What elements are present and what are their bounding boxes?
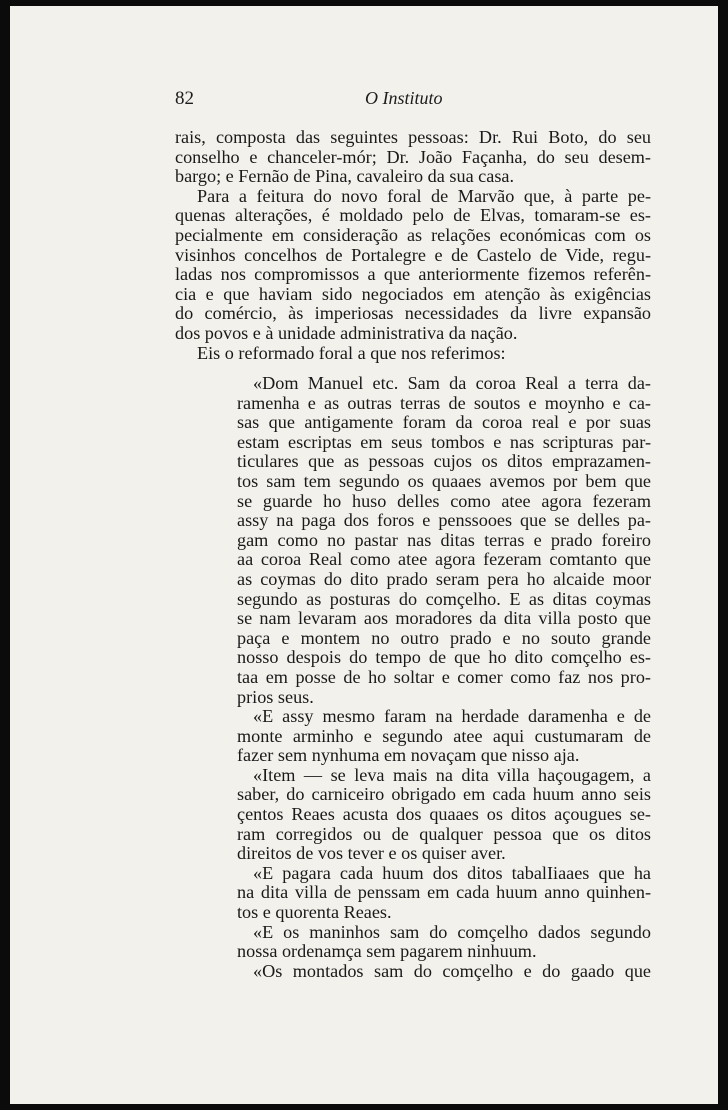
quote-line: nosso despois do tempo de que ho dito comçelho es- <box>237 647 651 668</box>
quote-line: as coymas do dito prado seram pera ho alcaide moor <box>237 568 651 589</box>
quote-line: prios seus. <box>237 686 314 707</box>
quote-line: «Dom Manuel etc. Sam da coroa Real a terra da- <box>253 373 651 393</box>
body-line: quenas alterações, é moldado pelo de Elvas, tomaram-se es- <box>175 205 651 226</box>
body-line: visinhos concelhos de Portalegre e de Castelo de Vide, regu- <box>175 244 651 265</box>
page-number: 82 <box>175 88 194 109</box>
quote-line: estam escriptas em seus tombos e nas scripturas par- <box>237 431 651 452</box>
quote-line: taa em posse de ho soltar e comer como faz nos pro- <box>237 666 651 687</box>
quote-line: se nam levaram aos moradores da dita villa posto que <box>237 608 651 629</box>
quote-line: se guarde ho huso delles como atee agora fezeram <box>237 490 651 511</box>
quote-line: «Item — se leva mais na dita villa haçougagem, a <box>253 764 651 785</box>
quote-line: «E os maninhos sam do comçelho dados segundo <box>253 921 651 942</box>
quote-line: fazer sem nynhuma em novaçam que nisso aja. <box>237 745 580 766</box>
body-line: conselho e chanceler-mór; Dr. João Façanha, do seu desem- <box>175 146 651 167</box>
body-line: dos povos e à unidade administrativa da nação. <box>175 322 518 343</box>
quote-line: «E pagara cada huum dos ditos tabalIiaaes que ha <box>253 862 651 883</box>
body-line: bargo; e Fernão de Pina, cavaleiro da sua casa. <box>175 166 515 187</box>
quote-line: «E assy mesmo faram na herdade daramenha e de <box>253 706 651 727</box>
quote-line: tos sam tem segundo os quaaes avemos por bem que <box>237 470 651 491</box>
quote-line: ram corregidos ou de qualquer pessoa que os ditos <box>237 823 651 844</box>
running-title: O Instituto <box>365 88 443 108</box>
body-line: rais, composta das seguintes pessoas: Dr. Rui Boto, do seu <box>175 127 651 147</box>
quote-line: tos e quorenta Reaes. <box>237 902 392 923</box>
quote-line: ticulares que as pessoas cujos os ditos emprazamen- <box>237 451 651 472</box>
quote-line: ramenha e as outras terras de soutos e moynho e ca- <box>237 392 651 413</box>
quote-line: assy na paga dos foros e penssooes que se delles pa- <box>237 510 651 531</box>
page-header <box>175 88 651 112</box>
quote-line: çentos Reaes acusta dos quaaes os ditos açougues se- <box>237 804 651 825</box>
body-line: do comércio, às imperiosas necessidades da livre expansão <box>175 303 651 324</box>
quote-line: na dita villa de penssam em cada huum anno quinhen- <box>237 882 651 903</box>
quote-line: aa coroa Real como atee agora fezeram comtanto que <box>237 549 651 570</box>
body-line: Eis o reformado foral a que nos referimos: <box>197 342 506 363</box>
body-line: ladas nos compromissos a que anteriormente fizemos referên- <box>175 264 651 285</box>
foral-quotation <box>237 374 651 981</box>
quote-line: saber, do carniceiro obrigado em cada huum anno seis <box>237 784 651 805</box>
quote-line: gam como no pastar nas ditas terras e prado foreiro <box>237 529 651 550</box>
body-line: Para a feitura do novo foral de Marvão que, à parte pe- <box>197 185 651 206</box>
body-line: cia e que haviam sido negociados em atenção às exigências <box>175 283 651 304</box>
quote-line: monte arminho e segundo atee aqui custumaram de <box>237 725 651 746</box>
quote-line: direitos de vos tever e os quiser aver. <box>237 843 506 864</box>
body-text <box>175 128 651 363</box>
quote-line: sas que antigamente foram da coroa real e por suas <box>237 412 651 433</box>
body-line: pecialmente em consideração as relações económicas com os <box>175 224 651 245</box>
quote-line: paça e montem no outro prado e no souto grande <box>237 627 651 648</box>
book-page <box>10 6 718 1104</box>
quote-line: nossa ordenamça sem pagarem ninhuum. <box>237 941 537 962</box>
quote-line: segundo as posturas do comçelho. E as ditas coymas <box>237 588 651 609</box>
quote-line: «Os montados sam do comçelho e do gaado que <box>253 960 651 981</box>
